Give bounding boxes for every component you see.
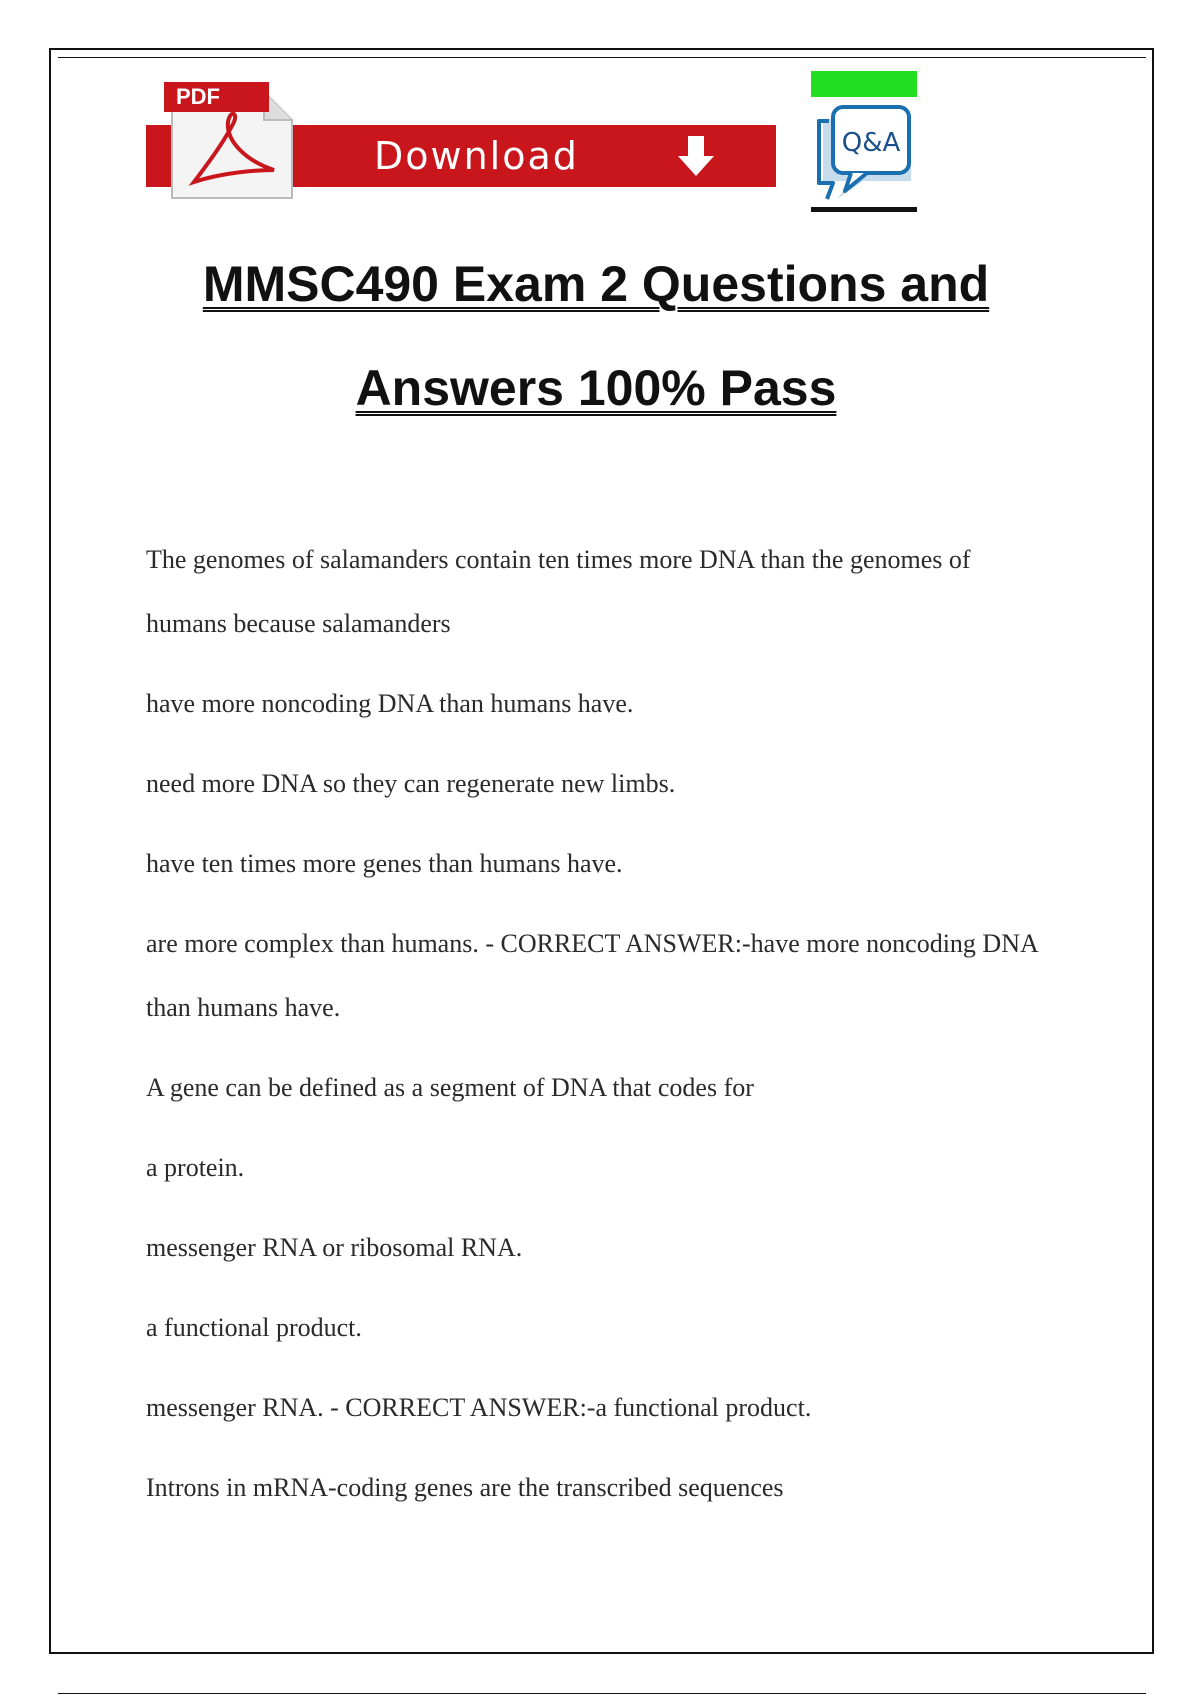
bottom-rule xyxy=(58,1693,1146,1694)
top-rule xyxy=(58,57,1146,58)
answer-option: have more noncoding DNA than humans have. xyxy=(146,689,634,718)
title-line-2: Answers 100% Pass xyxy=(355,360,837,416)
question-text: Introns in mRNA-coding genes are the transcribed sequences xyxy=(146,1473,784,1502)
answer-option: a protein. xyxy=(146,1153,245,1182)
document-body xyxy=(146,528,1046,1536)
download-label: Download xyxy=(374,134,579,178)
download-arrow-icon xyxy=(674,134,718,178)
pdf-tag: PDF xyxy=(164,82,269,112)
qa-chat-icon xyxy=(811,71,917,213)
qa-label: Q&A xyxy=(841,128,901,158)
answer-option: a functional product. xyxy=(146,1313,362,1342)
answer-option: messenger RNA or ribosomal RNA. xyxy=(146,1233,523,1262)
document-title xyxy=(146,240,1046,448)
answer-option-with-correct-answer: are more complex than humans. - CORRECT ANSWER:-have more noncoding DNA than humans have. xyxy=(146,929,1038,1022)
answer-option: need more DNA so they can regenerate new limbs. xyxy=(146,769,676,798)
answer-option-with-correct-answer: messenger RNA. - CORRECT ANSWER:-a functional product. xyxy=(146,1393,812,1422)
answer-option: have ten times more genes than humans have. xyxy=(146,849,623,878)
download-banner[interactable] xyxy=(146,82,776,202)
title-line-1: MMSC490 Exam 2 Questions and xyxy=(202,256,990,312)
question-text: The genomes of salamanders contain ten times more DNA than the genomes of humans because salamanders xyxy=(146,545,971,638)
pdf-document-icon xyxy=(164,82,294,200)
question-text: A gene can be defined as a segment of DNA that codes for xyxy=(146,1073,754,1102)
